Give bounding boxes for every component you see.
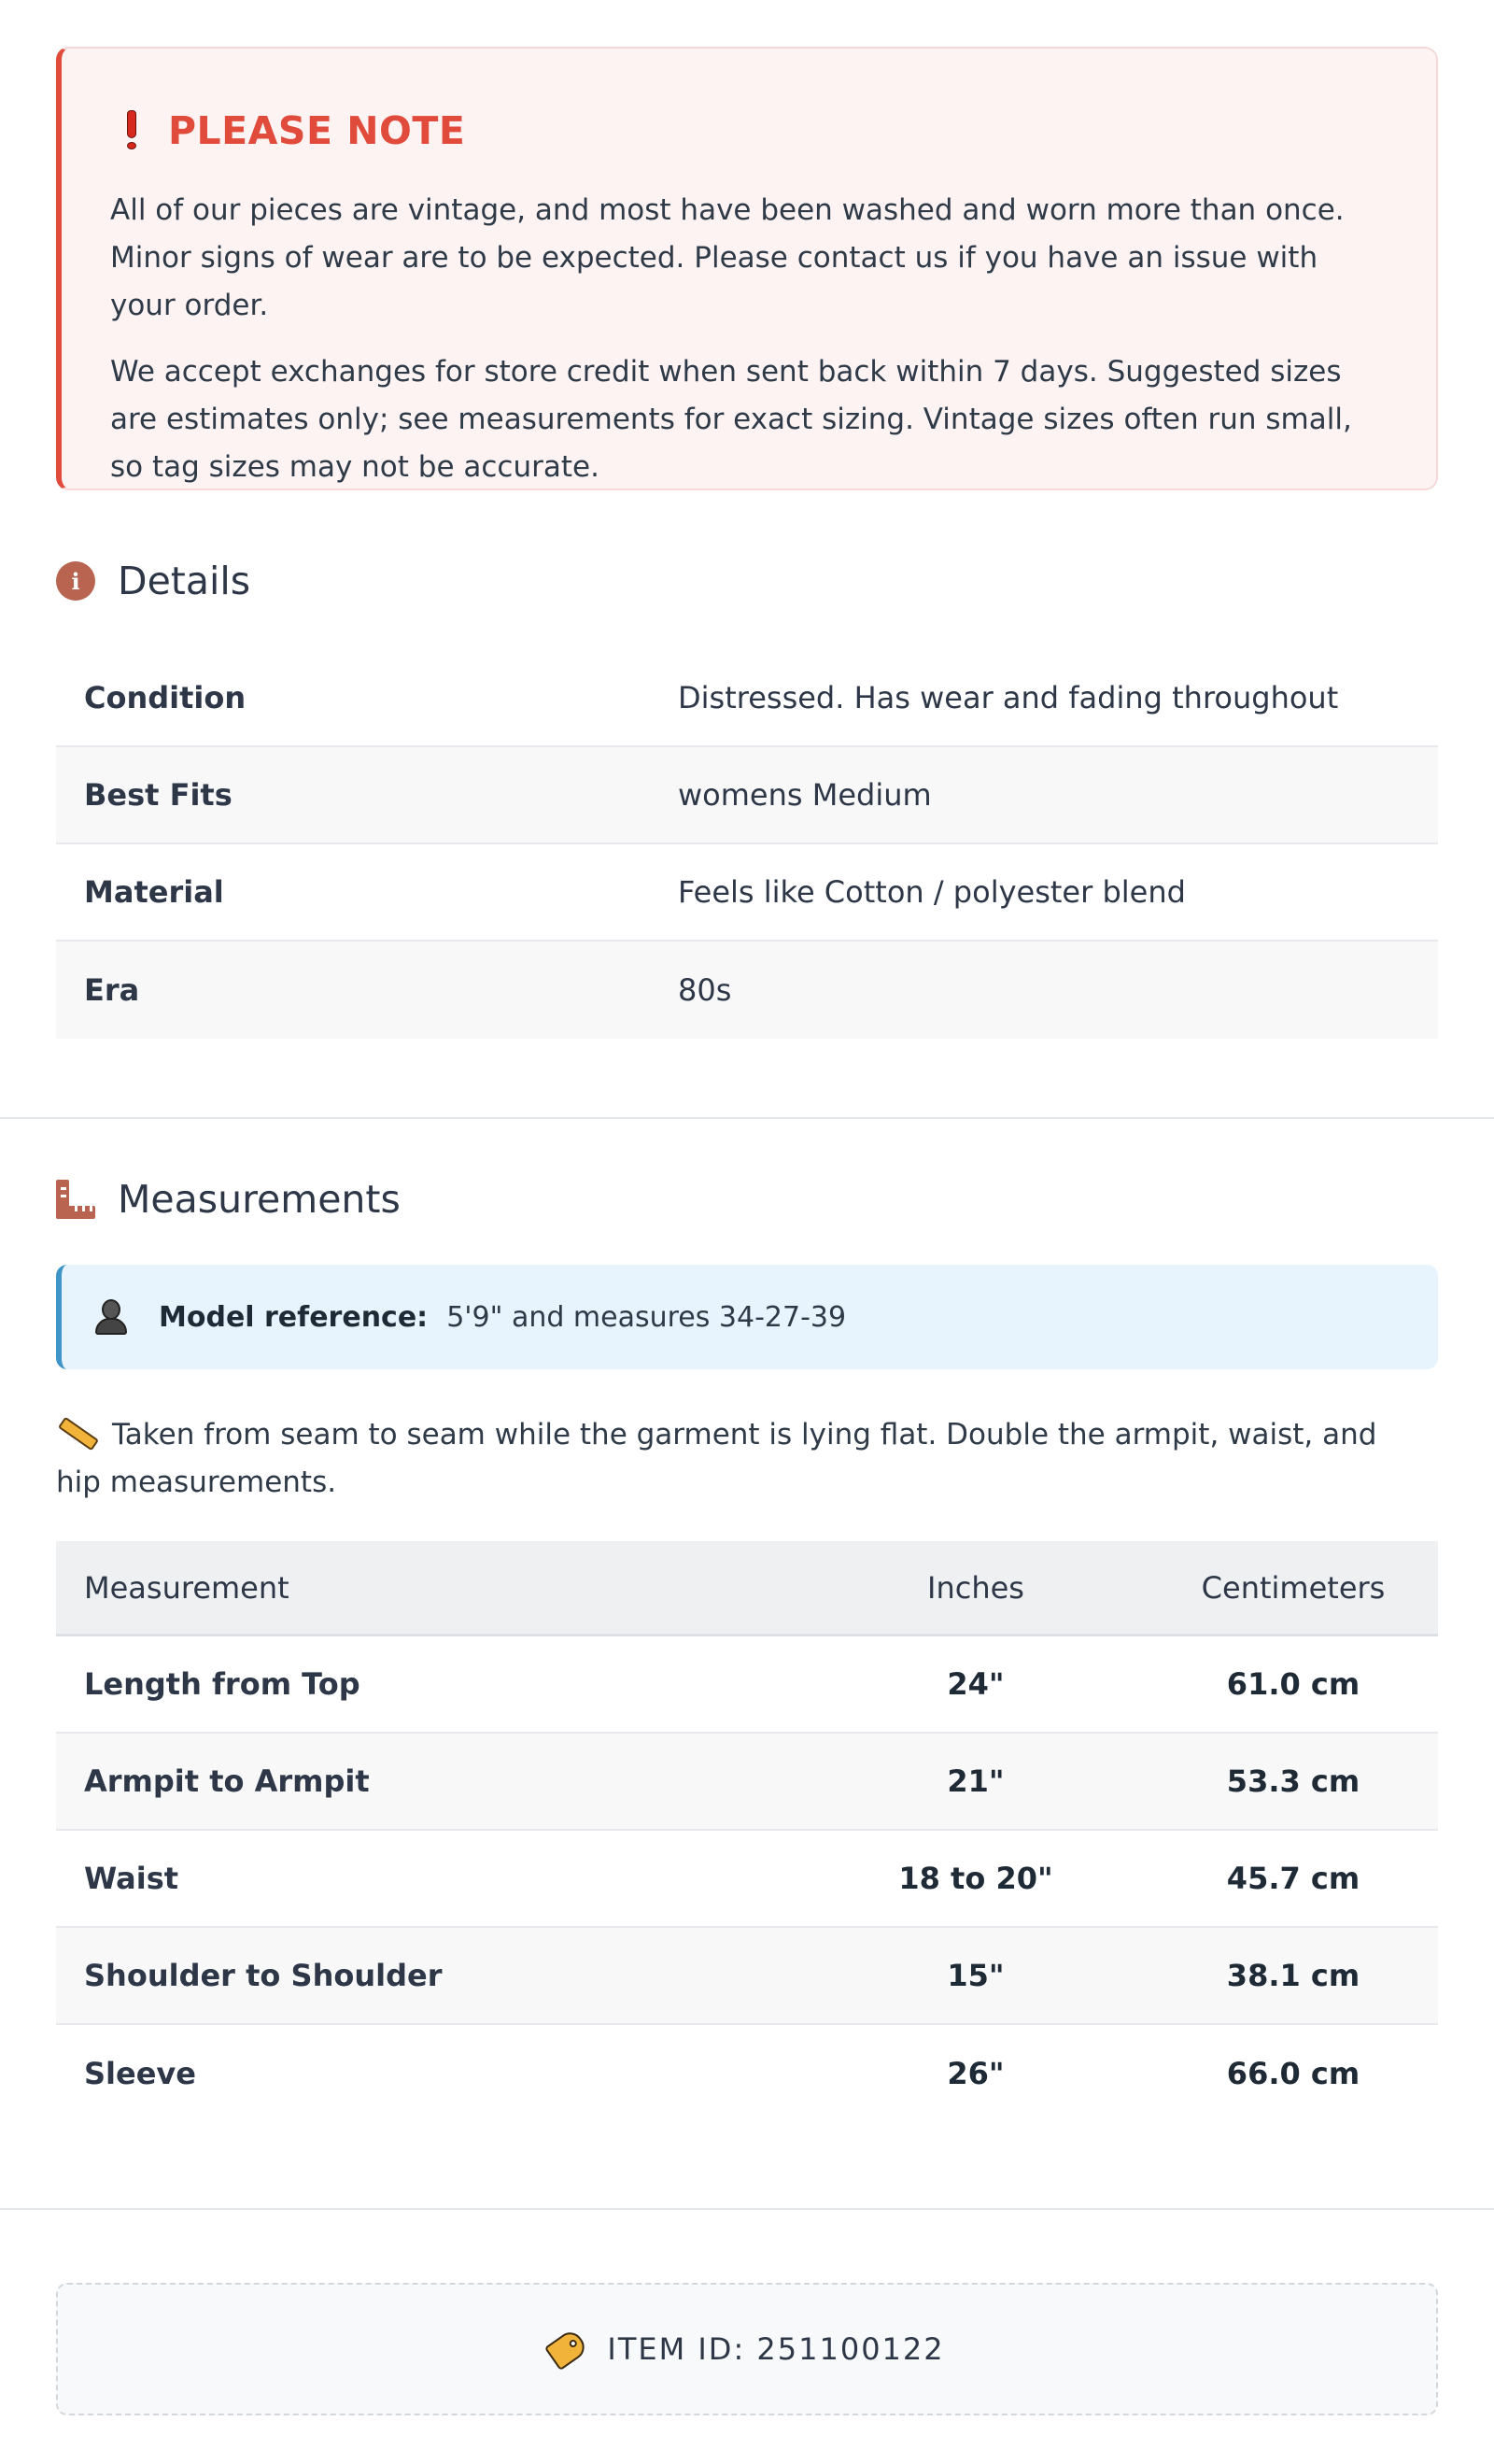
- exclamation-icon: [125, 110, 138, 151]
- table-header: [56, 1541, 1438, 1636]
- notice-paragraph: We accept exchanges for store credit when sent back within 7 days. Suggested sizes are estimates only; see measurements for exact sizing. Vintage sizes often run small, so tag sizes may not be accurate.: [110, 355, 1352, 484]
- measurement-inches: 18 to 20": [898, 1861, 1053, 1896]
- details-value: womens Medium: [678, 777, 932, 813]
- details-value: 80s: [678, 972, 732, 1008]
- measurement-inches: 15": [947, 1958, 1005, 1993]
- tag-icon: [544, 2328, 589, 2371]
- details-row: [56, 942, 1438, 1039]
- measurements-table: [56, 1541, 1438, 2122]
- details-label: Material: [84, 874, 224, 910]
- details-label: Best Fits: [84, 777, 233, 813]
- measurement-name: Armpit to Armpit: [84, 1763, 370, 1799]
- column-header-inches: Inches: [927, 1569, 1024, 1606]
- item-id-box: [56, 2283, 1438, 2415]
- model-reference-label: Model reference:: [159, 1300, 429, 1334]
- measurement-note: [56, 1411, 1401, 1507]
- table-row: [56, 2025, 1438, 2122]
- column-header-measurement: Measurement: [84, 1569, 289, 1606]
- model-reference-value: 5'9" and measures 34-27-39: [446, 1300, 847, 1334]
- pencil-icon: [58, 1416, 99, 1451]
- table-row: [56, 1831, 1438, 1928]
- details-row: [56, 747, 1438, 844]
- measurements-heading: [56, 1173, 401, 1225]
- measurement-name: Waist: [84, 1861, 179, 1896]
- measurement-name: Sleeve: [84, 2056, 196, 2091]
- details-row: [56, 650, 1438, 747]
- item-id: ITEM ID: 251100122: [607, 2331, 945, 2367]
- table-body: [56, 1636, 1438, 2122]
- notice-paragraph: All of our pieces are vintage, and most have been washed and worn more than once. Minor signs of wear are to be expected. Please contact us if you have an issue with your order.: [110, 193, 1345, 322]
- measurement-note-text: Taken from seam to seam while the garment is lying flat. Double the armpit, waist, and hip measurements.: [56, 1418, 1377, 1499]
- measurement-cm: 53.3 cm: [1226, 1763, 1360, 1799]
- measurement-name: Length from Top: [84, 1666, 360, 1702]
- notice-header: [110, 106, 1388, 155]
- person-icon: [95, 1299, 127, 1335]
- model-reference: [56, 1265, 1438, 1369]
- measurement-inches: 24": [947, 1666, 1005, 1702]
- column-header-centimeters: Centimeters: [1201, 1569, 1386, 1606]
- measurement-inches: 21": [947, 1763, 1005, 1799]
- details-label: Condition: [84, 680, 247, 715]
- table-row: [56, 1928, 1438, 2025]
- measurement-cm: 38.1 cm: [1226, 1958, 1360, 1993]
- measurements-title: Measurements: [118, 1177, 401, 1222]
- section-divider: [0, 1117, 1494, 1119]
- info-icon: i: [56, 561, 95, 601]
- section-divider: [0, 2208, 1494, 2210]
- details-value: Distressed. Has wear and fading throughout: [678, 680, 1339, 715]
- table-row: [56, 1734, 1438, 1831]
- details-title: Details: [118, 559, 251, 603]
- measurement-cm: 66.0 cm: [1226, 2056, 1360, 2091]
- details-label: Era: [84, 972, 140, 1008]
- measurement-cm: 45.7 cm: [1226, 1861, 1360, 1896]
- details-table: [56, 650, 1438, 1039]
- measurement-cm: 61.0 cm: [1226, 1666, 1360, 1702]
- details-heading: [56, 555, 250, 607]
- details-row: [56, 844, 1438, 942]
- details-value: Feels like Cotton / polyester blend: [678, 874, 1186, 910]
- measurement-name: Shoulder to Shoulder: [84, 1958, 443, 1993]
- measurement-inches: 26": [947, 2056, 1005, 2091]
- notice-heading: PLEASE NOTE: [168, 108, 466, 153]
- table-row: [56, 1636, 1438, 1734]
- ruler-icon: [56, 1180, 95, 1219]
- notice-box: [56, 47, 1438, 490]
